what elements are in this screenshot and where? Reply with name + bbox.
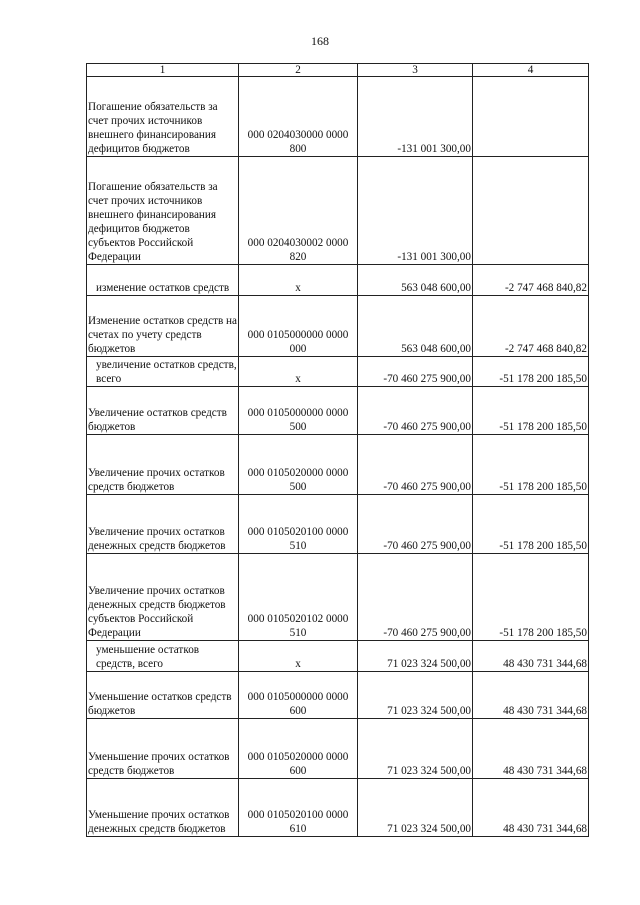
row-name: Увеличение прочих остатков средств бюджетов	[87, 435, 239, 495]
row-code: 000 0105000000 0000 500	[239, 387, 358, 435]
row-value-col4	[473, 77, 589, 157]
row-name: Погашение обязательств за счет прочих источников внешнего финансирования дефицитов бюджетов субъектов Российской Федерации	[87, 157, 239, 265]
row-value-col4: -51 178 200 185,50	[473, 495, 589, 554]
row-value-col3: -131 001 300,00	[358, 157, 473, 265]
column-header-3: 3	[358, 64, 473, 77]
table-row	[87, 554, 589, 641]
row-value-col4: -51 178 200 185,50	[473, 357, 589, 387]
table-row	[87, 296, 589, 357]
row-value-col4: -51 178 200 185,50	[473, 387, 589, 435]
row-name: Увеличение прочих остатков денежных средств бюджетов	[87, 495, 239, 554]
row-code: 000 0105020100 0000 510	[239, 495, 358, 554]
row-value-col4: -2 747 468 840,82	[473, 265, 589, 296]
row-value-col4: -2 747 468 840,82	[473, 296, 589, 357]
row-name: Уменьшение прочих остатков денежных средств бюджетов	[87, 779, 239, 837]
table-row	[87, 357, 589, 387]
row-value-col4: 48 430 731 344,68	[473, 641, 589, 672]
row-value-col3: 71 023 324 500,00	[358, 779, 473, 837]
table-row	[87, 495, 589, 554]
row-code: 000 0204030000 0000 800	[239, 77, 358, 157]
row-value-col3: -131 001 300,00	[358, 77, 473, 157]
row-code: 000 0105020000 0000 500	[239, 435, 358, 495]
row-name: Увеличение прочих остатков денежных средств бюджетов субъектов Российской Федерации	[87, 554, 239, 641]
row-code: 000 0105020100 0000 610	[239, 779, 358, 837]
row-value-col3: -70 460 275 900,00	[358, 495, 473, 554]
table-header-row	[87, 64, 589, 77]
row-name: Уменьшение прочих остатков средств бюджетов	[87, 719, 239, 779]
row-name: увеличение остатков средств, всего	[87, 357, 239, 387]
table-row	[87, 435, 589, 495]
row-value-col3: -70 460 275 900,00	[358, 357, 473, 387]
row-code: 000 0105020102 0000 510	[239, 554, 358, 641]
row-value-col3: 563 048 600,00	[358, 265, 473, 296]
column-header-4: 4	[473, 64, 589, 77]
row-value-col4: -51 178 200 185,50	[473, 554, 589, 641]
row-name: Изменение остатков средств на счетах по учету средств бюджетов	[87, 296, 239, 357]
row-code: х	[239, 641, 358, 672]
budget-sources-table	[86, 63, 589, 837]
row-name: изменение остатков средств	[87, 265, 239, 296]
row-name: Погашение обязательств за счет прочих источников внешнего финансирования дефицитов бюджетов	[87, 77, 239, 157]
row-value-col3: 563 048 600,00	[358, 296, 473, 357]
table-row	[87, 672, 589, 719]
row-value-col3: -70 460 275 900,00	[358, 435, 473, 495]
row-code: 000 0105000000 0000 600	[239, 672, 358, 719]
row-value-col4: 48 430 731 344,68	[473, 779, 589, 837]
row-value-col4: 48 430 731 344,68	[473, 719, 589, 779]
column-header-1: 1	[87, 64, 239, 77]
row-code: х	[239, 357, 358, 387]
table-row	[87, 387, 589, 435]
table-row	[87, 641, 589, 672]
row-value-col4	[473, 157, 589, 265]
row-value-col3: -70 460 275 900,00	[358, 554, 473, 641]
row-code: х	[239, 265, 358, 296]
row-name: Увеличение остатков средств бюджетов	[87, 387, 239, 435]
row-code: 000 0105020000 0000 600	[239, 719, 358, 779]
row-name: Уменьшение остатков средств бюджетов	[87, 672, 239, 719]
row-name: уменьшение остатков средств, всего	[87, 641, 239, 672]
row-value-col3: 71 023 324 500,00	[358, 641, 473, 672]
table-row	[87, 157, 589, 265]
row-value-col3: 71 023 324 500,00	[358, 672, 473, 719]
page-number: 168	[311, 34, 329, 48]
row-code: 000 0105000000 0000 000	[239, 296, 358, 357]
column-header-2: 2	[239, 64, 358, 77]
table-row	[87, 779, 589, 837]
row-value-col4: 48 430 731 344,68	[473, 672, 589, 719]
table-row	[87, 719, 589, 779]
row-value-col4: -51 178 200 185,50	[473, 435, 589, 495]
row-value-col3: -70 460 275 900,00	[358, 387, 473, 435]
table-row	[87, 265, 589, 296]
row-value-col3: 71 023 324 500,00	[358, 719, 473, 779]
table-row	[87, 77, 589, 157]
row-code: 000 0204030002 0000 820	[239, 157, 358, 265]
